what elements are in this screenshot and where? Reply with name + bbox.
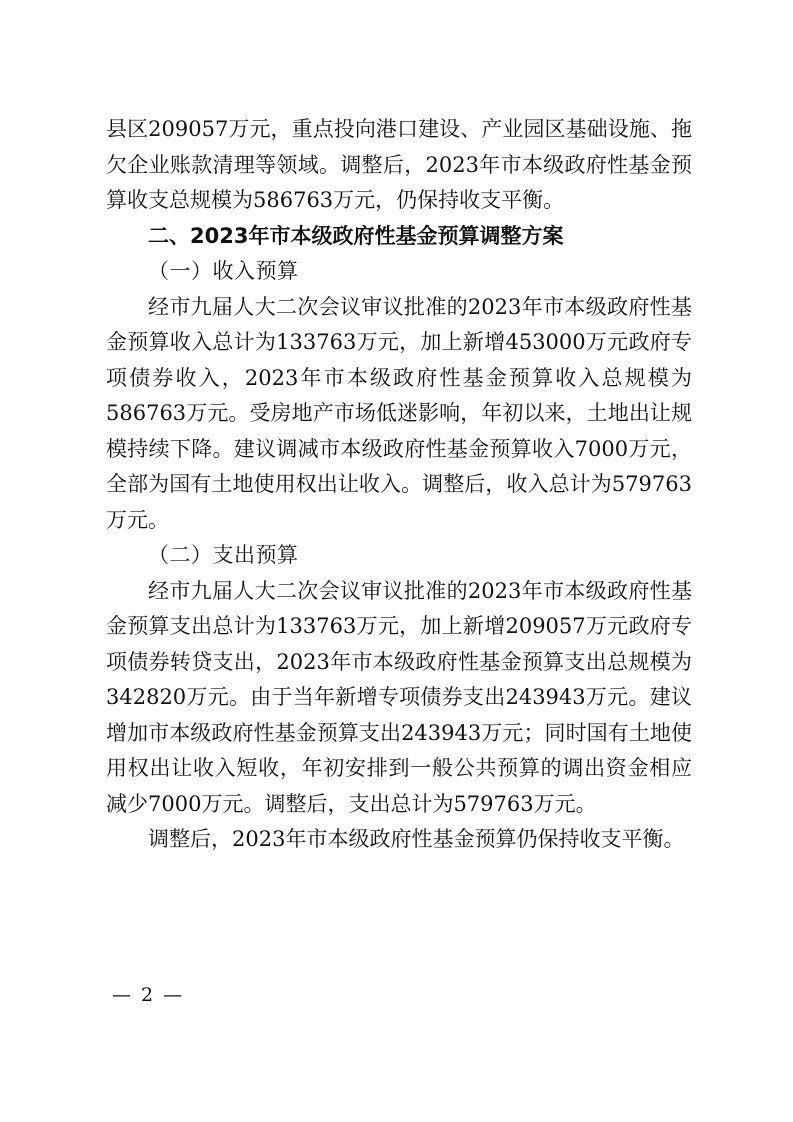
paragraph-continued: 县区209057万元，重点投向港口建设、产业园区基础设施、拖欠企业账款清理等领域。调整后，2023年市本级政府性基金预算收支总规模为586763万元，仍保持收支平衡。 [106, 117, 692, 212]
paragraph-income: 经市九届人大二次会议审议批准的2023年市本级政府性基金预算收入总计为133763万元，加上新增453000万元政府专项债券收入，2023年市本级政府性基金预算收入总规模为586763万元。受房地产市场低迷影响，年初以来，土地出让规模持续下降。建议调减市本级政府性基金预算收入7000万元，全部为国有土地使用权出让收入。调整后，收入总计为579763万元。 [106, 294, 692, 532]
section-heading: 二、2023年市本级政府性基金预算调整方案 [148, 223, 564, 248]
subheading-income: （一）收入预算 [148, 259, 299, 283]
document-body [106, 112, 692, 858]
subheading-expenditure: （二）支出预算 [148, 543, 299, 567]
paragraph-conclusion: 调整后，2023年市本级政府性基金预算仍保持收支平衡。 [148, 827, 685, 851]
page-number: — 2 — [112, 984, 185, 1006]
paragraph-expenditure: 经市九届人大二次会议审议批准的2023年市本级政府性基金预算支出总计为133763万元，加上新增209057万元政府专项债券转贷支出，2023年市本级政府性基金预算支出总规模为342820万元。由于当年新增专项债券支出243943万元。建议增加市本级政府性基金预算支出243943万元；同时国有土地使用权出让收入短收，年初安排到一般公共预算的调出资金相应减少7000万元。调整后，支出总计为579763万元。 [106, 578, 692, 816]
